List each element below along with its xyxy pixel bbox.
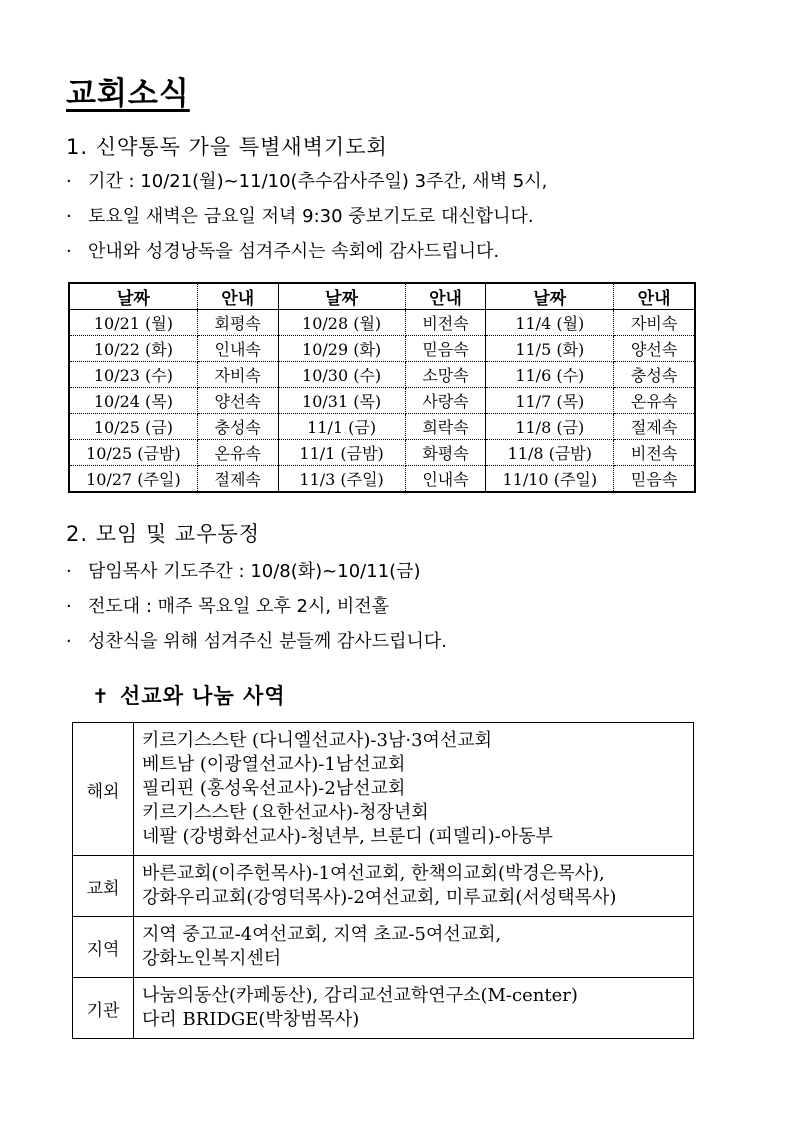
table-row — [69, 388, 695, 414]
mission-category: 지역 — [73, 917, 134, 978]
table-header-row — [69, 283, 695, 310]
table-row — [69, 440, 695, 466]
list-item: 키르기스스탄 (다니엘선교사)-3남·3여선교회 — [142, 730, 493, 751]
guide-cell: 인내속 — [197, 336, 278, 362]
guide-cell: 화평속 — [405, 440, 486, 466]
guide-cell: 충성속 — [614, 362, 695, 388]
date-cell: 10/30 (수) — [278, 362, 405, 388]
guide-cell: 절제속 — [197, 466, 278, 493]
column-header: 안내 — [614, 283, 695, 310]
table-row — [73, 917, 694, 978]
bullet-dot-icon: · — [66, 596, 72, 617]
date-cell: 11/8 (금밤) — [486, 440, 614, 466]
column-header: 안내 — [197, 283, 278, 310]
guide-cell: 비전속 — [614, 440, 695, 466]
mission-category: 교회 — [73, 856, 134, 917]
list-item: 베트남 (이광열선교사)-1남선교회 — [142, 754, 406, 775]
guide-cell: 자비속 — [614, 310, 695, 336]
page-title: 교회소식 — [66, 76, 190, 112]
guide-cell: 절제속 — [614, 414, 695, 440]
bullet-dot-icon: · — [66, 241, 72, 262]
mission-items — [134, 917, 694, 978]
bullet-item: · 기간 : 10/21(월)~11/10(추수감사주일) 3주간, 새벽 5시, — [66, 164, 547, 199]
guide-cell: 자비속 — [197, 362, 278, 388]
date-cell: 10/29 (화) — [278, 336, 405, 362]
list-item: 지역 중고교-4여선교회, 지역 초교-5여선교회, — [142, 924, 502, 945]
table-row — [69, 336, 695, 362]
guide-cell: 온유속 — [197, 440, 278, 466]
table-row — [69, 414, 695, 440]
date-cell: 10/31 (목) — [278, 388, 405, 414]
table-row — [69, 310, 695, 336]
cross-icon: ✝ — [92, 684, 110, 708]
column-header: 안내 — [405, 283, 486, 310]
table-row — [73, 856, 694, 917]
table-row — [69, 466, 695, 493]
bullet-dot-icon: · — [66, 631, 72, 652]
date-cell: 10/25 (금밤) — [69, 440, 197, 466]
table-row — [73, 723, 694, 856]
date-cell: 11/1 (금) — [278, 414, 405, 440]
guide-cell: 양선속 — [197, 388, 278, 414]
date-cell: 10/22 (화) — [69, 336, 197, 362]
bullet-dot-icon: · — [66, 171, 72, 192]
date-cell: 10/24 (목) — [69, 388, 197, 414]
date-cell: 10/25 (금) — [69, 414, 197, 440]
guide-cell: 온유속 — [614, 388, 695, 414]
bullet-dot-icon: · — [66, 561, 72, 582]
bullet-item: · 담임목사 기도주간 : 10/8(화)~10/11(금) — [66, 554, 447, 589]
mission-items — [134, 723, 694, 856]
date-cell: 11/8 (금) — [486, 414, 614, 440]
list-item: 다리 BRIDGE(박창범목사) — [142, 1009, 360, 1030]
meetings-notes — [66, 554, 447, 659]
date-cell: 11/5 (화) — [486, 336, 614, 362]
guide-cell: 양선속 — [614, 336, 695, 362]
bullet-item: · 전도대 : 매주 목요일 오후 2시, 비전홀 — [66, 589, 447, 624]
guide-cell: 희락속 — [405, 414, 486, 440]
mission-table — [72, 722, 694, 1039]
bullet-dot-icon: · — [66, 206, 72, 227]
column-header: 날짜 — [486, 283, 614, 310]
section-heading-meetings: 2. 모임 및 교우동정 — [66, 522, 261, 546]
date-cell: 11/7 (목) — [486, 388, 614, 414]
guide-cell: 사랑속 — [405, 388, 486, 414]
date-cell: 11/1 (금밤) — [278, 440, 405, 466]
list-item: 키르기스스탄 (요한선교사)-청장년회 — [142, 802, 429, 823]
section-heading-mission: ✝ 선교와 나눔 사역 — [92, 684, 286, 708]
list-item: 네팔 (강병화선교사)-청년부, 브룬디 (피델리)-아동부 — [142, 826, 553, 847]
list-item: 필리핀 (홍성욱선교사)-2남선교회 — [142, 778, 406, 799]
date-cell: 11/3 (주일) — [278, 466, 405, 493]
dawn-prayer-notes — [66, 164, 547, 269]
list-item: 바른교회(이주헌목사)-1여선교회, 한책의교회(박경은목사), — [142, 863, 605, 884]
prayer-schedule-table — [68, 282, 696, 493]
date-cell: 10/23 (수) — [69, 362, 197, 388]
list-item: 강화우리교회(강영덕목사)-2여선교회, 미루교회(서성택목사) — [142, 887, 617, 908]
mission-items — [134, 856, 694, 917]
bullet-item: · 토요일 새벽은 금요일 저녁 9:30 중보기도로 대신합니다. — [66, 199, 547, 234]
table-row — [73, 978, 694, 1039]
guide-cell: 믿음속 — [405, 336, 486, 362]
mission-items — [134, 978, 694, 1039]
date-cell: 10/21 (월) — [69, 310, 197, 336]
bullet-item: · 안내와 성경낭독을 섬겨주시는 속회에 감사드립니다. — [66, 234, 547, 269]
list-item: 강화노인복지센터 — [142, 948, 282, 969]
date-cell: 11/6 (수) — [486, 362, 614, 388]
date-cell: 11/10 (주일) — [486, 466, 614, 493]
date-cell: 10/27 (주일) — [69, 466, 197, 493]
mission-category: 해외 — [73, 723, 134, 856]
guide-cell: 소망속 — [405, 362, 486, 388]
mission-category: 기관 — [73, 978, 134, 1039]
table-row — [69, 362, 695, 388]
column-header: 날짜 — [69, 283, 197, 310]
list-item: 나눔의동산(카페동산), 감리교선교학연구소(M-center) — [142, 985, 578, 1006]
guide-cell: 회평속 — [197, 310, 278, 336]
date-cell: 11/4 (월) — [486, 310, 614, 336]
guide-cell: 인내속 — [405, 466, 486, 493]
column-header: 날짜 — [278, 283, 405, 310]
bullet-item: · 성찬식을 위해 섬겨주신 분들께 감사드립니다. — [66, 624, 447, 659]
date-cell: 10/28 (월) — [278, 310, 405, 336]
guide-cell: 믿음속 — [614, 466, 695, 493]
section-heading-dawn-prayer: 1. 신약통독 가을 특별새벽기도회 — [66, 135, 388, 159]
guide-cell: 충성속 — [197, 414, 278, 440]
guide-cell: 비전속 — [405, 310, 486, 336]
